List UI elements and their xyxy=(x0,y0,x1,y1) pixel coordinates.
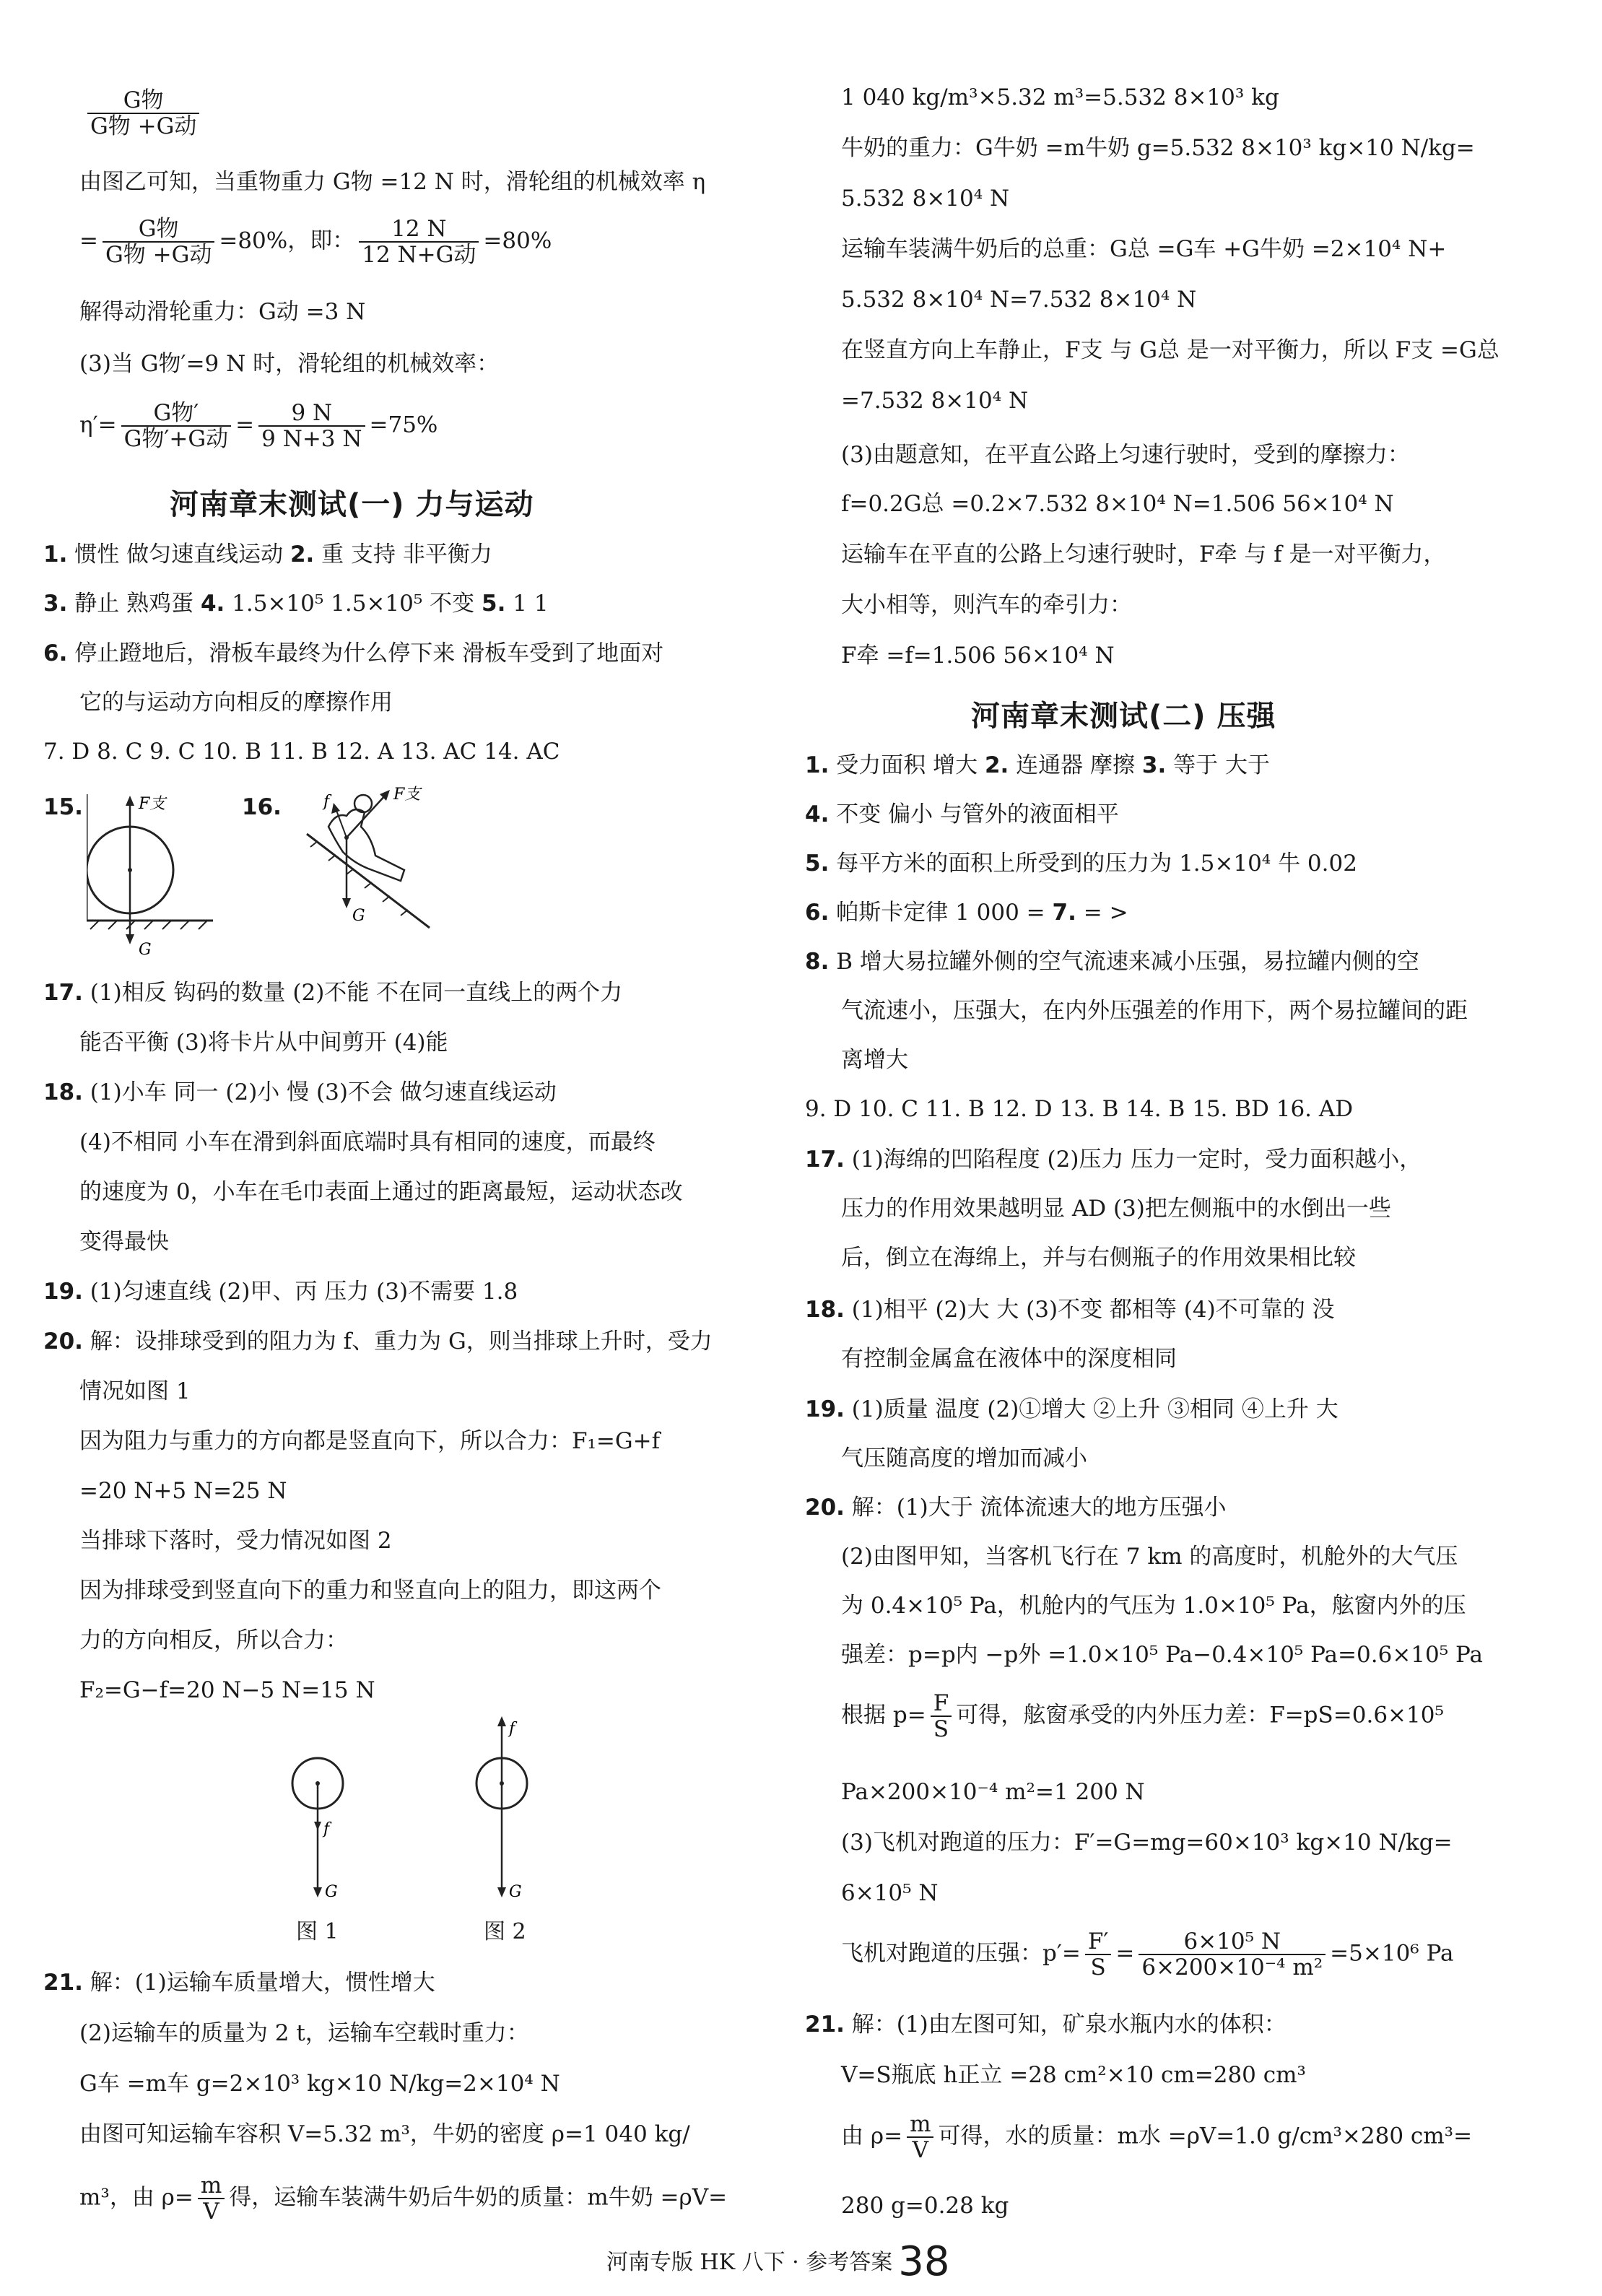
skier-head xyxy=(354,795,372,812)
answer: B 增大易拉罐外侧的空气流速来减小压强，易拉罐内侧的空 xyxy=(836,949,1419,975)
footer-text: 河南专版 HK 八下 · 参考答案 xyxy=(606,2250,893,2275)
arrowhead xyxy=(342,898,351,908)
fraction xyxy=(258,401,365,451)
answer-cont: 因为阻力与重力的方向都是竖直向下，所以合力：F₁=G+f xyxy=(79,1428,661,1454)
answer-line: 18. (1)相平 (2)大 大 (3)不变 都相等 (4)不可靠的 没 xyxy=(805,1297,1335,1323)
answer: 重 支持 非平衡力 xyxy=(321,542,492,568)
answer-line: 8. B 增大易拉罐外侧的空气流速来减小压强，易拉罐内侧的空 xyxy=(805,949,1419,975)
fraction xyxy=(359,217,479,267)
answer-cont: 当排球下落时，受力情况如图 2 xyxy=(79,1528,392,1554)
label-f-support: F支 xyxy=(393,786,421,804)
efficiency-formula xyxy=(83,88,204,139)
label-f-support: F支 xyxy=(139,795,166,813)
figure-caption: 图 1 xyxy=(296,1919,339,1944)
support-force-arrow xyxy=(347,794,386,838)
answer-cont xyxy=(841,1691,1444,1741)
text-line: 牛奶的重力：G牛奶 =m牛奶 g=5.532 8×10³ kg×10 N/kg= xyxy=(841,135,1475,161)
text-line: f=0.2G总 =0.2×7.532 8×10⁴ N=1.506 56×10⁴ N xyxy=(841,491,1394,517)
equals: = xyxy=(79,227,98,254)
denominator: S xyxy=(933,1716,949,1742)
answer-cont xyxy=(841,2112,1472,2162)
answer-cont: V=S瓶底 h正立 =28 cm²×10 cm=280 cm³ xyxy=(841,2062,1306,2088)
denominator: G物 +G动 xyxy=(105,242,212,268)
arrowhead xyxy=(497,1887,506,1897)
answer-line: 21. 解：(1)由左图可知，矿泉水瓶内水的体积： xyxy=(805,2012,1287,2038)
answer: 每平方米的面积上所受到的压力为 1.5×10⁴ 牛 0.02 xyxy=(836,851,1357,877)
answer-line: 16. xyxy=(242,794,282,820)
friction-arrowhead xyxy=(314,1822,321,1830)
figure-caption: 图 2 xyxy=(484,1919,526,1944)
text-line: 在竖直方向上车静止，F支 与 G总 是一对平衡力，所以 F支 =G总 xyxy=(841,337,1499,363)
page-footer xyxy=(606,2238,950,2285)
answer: 连通器 摩擦 xyxy=(1016,752,1136,778)
denominator: 9 N+3 N xyxy=(261,426,362,452)
answer: 不变 偏小 与管外的液面相平 xyxy=(836,801,1119,827)
answer-cont: (2)运输车的质量为 2 t，运输车空载时重力： xyxy=(79,2020,529,2046)
label-f: f xyxy=(509,1720,515,1738)
answer-line: 20. 解：(1)大于 流体流速大的地方压强小 xyxy=(805,1495,1227,1521)
label-f: f xyxy=(323,793,330,811)
answer-line: 1. 受力面积 增大 2. 连通器 摩擦 3. 等于 大于 xyxy=(805,752,1270,778)
text: 由 ρ= xyxy=(841,2123,903,2149)
text-line: 解得动滑轮重力：G动 =3 N xyxy=(79,299,366,325)
answer: 等于 大于 xyxy=(1173,752,1270,778)
text: =80%，即： xyxy=(219,227,355,254)
answer: 静止 熟鸡蛋 xyxy=(74,591,194,617)
answer-line: 4. 不变 偏小 与管外的液面相平 xyxy=(805,801,1119,827)
answer-cont: 280 g=0.28 kg xyxy=(841,2193,1009,2219)
answer: 解：(1)大于 流体流速大的地方压强小 xyxy=(851,1495,1227,1521)
text: =75% xyxy=(369,412,438,438)
answer-cont: 因为排球受到竖直向下的重力和竖直向上的阻力，即这两个 xyxy=(79,1578,661,1604)
numerator: F′ xyxy=(1085,1929,1112,1955)
equals: = xyxy=(1115,1940,1135,1967)
answer: (1)匀速直线 (2)甲、丙 压力 (3)不需要 1.8 xyxy=(90,1279,518,1305)
text: 飞机对跑道的压强：p′= xyxy=(841,1940,1081,1967)
text: =5×10⁶ Pa xyxy=(1330,1940,1454,1967)
answer-cont: 变得最快 xyxy=(79,1229,169,1255)
eta-prime: η′= xyxy=(79,412,117,438)
denominator: 12 N+G动 xyxy=(362,242,476,268)
answer-cont: =20 N+5 N=25 N xyxy=(79,1478,287,1504)
arrowhead xyxy=(126,934,134,944)
text: 得，运输车装满牛奶后牛奶的质量：m牛奶 =ρV= xyxy=(229,2184,728,2211)
answer-cont: 气流速小，压强大，在内外压强差的作用下，两个易拉罐间的距 xyxy=(841,998,1468,1024)
center-dot xyxy=(128,868,132,872)
answer-cont: 6×10⁵ N xyxy=(841,1880,939,1906)
answer-line: 19. (1)匀速直线 (2)甲、丙 压力 (3)不需要 1.8 xyxy=(43,1279,518,1305)
answer-cont: Pa×200×10⁻⁴ m²=1 200 N xyxy=(841,1779,1145,1805)
friction-arrow xyxy=(336,809,347,838)
answer-line: 15. xyxy=(43,794,83,820)
fraction xyxy=(121,401,232,451)
answer: (1)小车 同一 (2)小 慢 (3)不会 做匀速直线运动 xyxy=(90,1079,557,1105)
page-number: 38 xyxy=(898,2238,950,2285)
answer: 帕斯卡定律 1 000 = xyxy=(836,900,1045,926)
answer: (1)海绵的凹陷程度 (2)压力 压力一定时，受力面积越小， xyxy=(851,1147,1422,1173)
answer-cont: 离增大 xyxy=(841,1047,908,1073)
center-dot xyxy=(344,835,349,840)
arrowhead xyxy=(331,803,340,814)
figure-2-diagram xyxy=(473,1715,531,1903)
text: 根据 p= xyxy=(841,1702,926,1728)
ground-hatch xyxy=(90,921,207,929)
answer-cont: (2)由图甲知，当客机飞行在 7 km 的高度时，机舱外的大气压 xyxy=(841,1544,1458,1570)
arrowhead xyxy=(497,1716,506,1726)
label-g: G xyxy=(139,941,152,959)
denominator: V xyxy=(203,2199,219,2225)
answer: 受力面积 增大 xyxy=(836,752,978,778)
answer: 1.5×10⁵ 1.5×10⁵ 不变 xyxy=(232,591,475,617)
answer-line: 6. 帕斯卡定律 1 000 = 7. = > xyxy=(805,900,1128,926)
answer: (1)相反 钩码的数量 (2)不能 不在同一直线上的两个力 xyxy=(90,980,623,1006)
equals: = xyxy=(235,412,255,438)
text-line: =7.532 8×10⁴ N xyxy=(841,388,1029,414)
answer-cont: 有控制金属盒在液体中的深度相同 xyxy=(841,1346,1177,1372)
answer-cont: 的速度为 0，小车在毛巾表面上通过的距离最短，运动状态改 xyxy=(79,1179,683,1205)
slope xyxy=(307,834,430,928)
answer: (1)相平 (2)大 大 (3)不变 都相等 (4)不可靠的 没 xyxy=(851,1297,1335,1323)
numerator: 6×10⁵ N xyxy=(1139,1929,1325,1955)
answer-line: 17. (1)海绵的凹陷程度 (2)压力 压力一定时，受力面积越小， xyxy=(805,1147,1422,1173)
text-line: 5.532 8×10⁴ N=7.532 8×10⁴ N xyxy=(841,287,1197,313)
answer: 1 1 xyxy=(513,591,549,617)
denominator: G物 +G动 xyxy=(90,113,197,139)
section-heading: 河南章末测试(一) 力与运动 xyxy=(170,488,534,521)
text-line: 由图乙可知，当重物重力 G物 =12 N 时，滑轮组的机械效率 η xyxy=(79,169,706,195)
numerator: m xyxy=(198,2173,225,2199)
answer-cont: 为 0.4×10⁵ Pa，机舱内的气压为 1.0×10⁵ Pa，舷窗内外的压 xyxy=(841,1593,1466,1619)
fraction xyxy=(198,2173,225,2224)
answer-cont: F₂=G−f=20 N−5 N=15 N xyxy=(79,1677,375,1703)
answer-line: 3. 静止 熟鸡蛋 4. 1.5×10⁵ 1.5×10⁵ 不变 5. 1 1 xyxy=(43,591,549,617)
efficiency-equation xyxy=(79,217,552,267)
fraction xyxy=(103,217,214,267)
fraction xyxy=(1085,1929,1112,1980)
denominator: V xyxy=(912,2137,928,2163)
text: 可得，水的质量：m水 =ρV=1.0 g/cm³×280 cm³= xyxy=(938,2123,1473,2149)
choice-answers: 7. D 8. C 9. C 10. B 11. B 12. A 13. AC 14. AC xyxy=(43,739,560,765)
answer: = > xyxy=(1083,900,1128,926)
numerator: F xyxy=(931,1691,952,1717)
fraction xyxy=(931,1691,952,1741)
answer-cont: 后，倒立在海绵上，并与右侧瓶子的作用效果相比较 xyxy=(841,1245,1356,1271)
arrowhead xyxy=(313,1887,322,1897)
answer-cont: 力的方向相反，所以合力： xyxy=(79,1627,348,1653)
answer-cont: 由图可知运输车容积 V=5.32 m³，牛奶的密度 ρ=1 040 kg/ xyxy=(79,2121,690,2147)
answer: 停止蹬地后，滑板车最终为什么停下来 滑板车受到了地面对 xyxy=(74,640,664,666)
answer: (1)质量 温度 (2)①增大 ②上升 ③相同 ④上升 大 xyxy=(851,1396,1338,1422)
text-line: F牵 =f=1.506 56×10⁴ N xyxy=(841,643,1115,669)
answer-cont: (3)飞机对跑道的压力：F′=G=mg=60×10³ kg×10 N/kg= xyxy=(841,1830,1453,1856)
choice-answers: 9. D 10. C 11. B 12. D 13. B 14. B 15. BD 16. AD xyxy=(805,1096,1354,1122)
answer-cont: G车 =m车 g=2×10³ kg×10 N/kg=2×10⁴ N xyxy=(79,2071,560,2097)
text-line: 运输车在平直的公路上匀速行驶时，F牵 与 f 是一对平衡力， xyxy=(841,542,1446,568)
answer-line: 1. 惯性 做匀速直线运动 2. 重 支持 非平衡力 xyxy=(43,542,492,568)
answer: 解：(1)运输车质量增大，惯性增大 xyxy=(90,1970,435,1996)
answer-cont: 气压随高度的增加而减小 xyxy=(841,1445,1087,1471)
answer-line: 18. (1)小车 同一 (2)小 慢 (3)不会 做匀速直线运动 xyxy=(43,1079,557,1105)
text: 可得，舷窗承受的内外压力差：F=pS=0.6×10⁵ xyxy=(956,1702,1444,1728)
force-diagram-16 xyxy=(285,783,458,949)
answer-cont: 它的与运动方向相反的摩擦作用 xyxy=(79,690,393,716)
answer-line: 6. 停止蹬地后，滑板车最终为什么停下来 滑板车受到了地面对 xyxy=(43,640,664,666)
text-line: 5.532 8×10⁴ N xyxy=(841,186,1010,212)
answer-line: 19. (1)质量 温度 (2)①增大 ②上升 ③相同 ④上升 大 xyxy=(805,1396,1338,1422)
numerator: G物 xyxy=(87,88,199,114)
text-line: 运输车装满牛奶后的总重：G总 =G车 +G牛奶 =2×10⁴ N+ xyxy=(841,236,1447,262)
fraction xyxy=(87,88,199,139)
answer: 解：(1)由左图可知，矿泉水瓶内水的体积： xyxy=(851,2012,1287,2038)
numerator: G物 xyxy=(103,217,214,243)
answer: 解：设排球受到的阻力为 f、重力为 G，则当排球上升时，受力 xyxy=(90,1329,713,1354)
answer-cont xyxy=(841,1929,1454,1980)
label-g: G xyxy=(325,1883,338,1901)
answer-cont xyxy=(79,2173,727,2224)
efficiency-equation-2 xyxy=(79,401,437,451)
answer-cont: 强差：p=p内 −p外 =1.0×10⁵ Pa−0.4×10⁵ Pa=0.6×10⁵ Pa xyxy=(841,1642,1483,1668)
answer-line: 20. 解：设排球受到的阻力为 f、重力为 G，则当排球上升时，受力 xyxy=(43,1329,713,1354)
numerator: G物′ xyxy=(121,401,232,427)
numerator: m xyxy=(907,2112,933,2138)
figure-1-diagram xyxy=(289,1729,347,1903)
text-line: 大小相等，则汽车的牵引力： xyxy=(841,592,1132,618)
text: =80% xyxy=(483,227,552,254)
text-line: 1 040 kg/m³×5.32 m³=5.532 8×10³ kg xyxy=(841,84,1279,110)
label-g: G xyxy=(509,1883,522,1901)
fraction xyxy=(1139,1929,1325,1980)
answer: 惯性 做匀速直线运动 xyxy=(74,542,284,568)
numerator: 12 N xyxy=(359,217,479,243)
answer-line: 5. 每平方米的面积上所受到的压力为 1.5×10⁴ 牛 0.02 xyxy=(805,851,1357,877)
text-line: (3)由题意知，在平直公路上匀速行驶时，受到的摩擦力： xyxy=(841,442,1410,468)
denominator: 6×200×10⁻⁴ m² xyxy=(1141,1954,1323,1980)
label-g: G xyxy=(352,907,365,925)
arrowhead xyxy=(126,796,134,806)
numerator: 9 N xyxy=(258,401,365,427)
label-f: f xyxy=(323,1820,330,1838)
denominator: S xyxy=(1090,1954,1106,1980)
answer-cont: (4)不相同 小车在滑到斜面底端时具有相同的速度，而最终 xyxy=(79,1129,656,1155)
fraction xyxy=(907,2112,933,2162)
answer-line: 17. (1)相反 钩码的数量 (2)不能 不在同一直线上的两个力 xyxy=(43,980,623,1006)
section-heading: 河南章末测试(二) 压强 xyxy=(971,700,1276,733)
answer-cont: 能否平衡 (3)将卡片从中间剪开 (4)能 xyxy=(79,1030,448,1056)
answer-cont: 情况如图 1 xyxy=(79,1378,191,1404)
answer-cont: 压力的作用效果越明显 AD (3)把左侧瓶中的水倒出一些 xyxy=(841,1196,1391,1222)
text: m³，由 ρ= xyxy=(79,2184,193,2211)
answer-line: 21. 解：(1)运输车质量增大，惯性增大 xyxy=(43,1970,435,1996)
denominator: G物′+G动 xyxy=(123,426,229,452)
text-line: (3)当 G物′=9 N 时，滑轮组的机械效率： xyxy=(79,351,500,377)
